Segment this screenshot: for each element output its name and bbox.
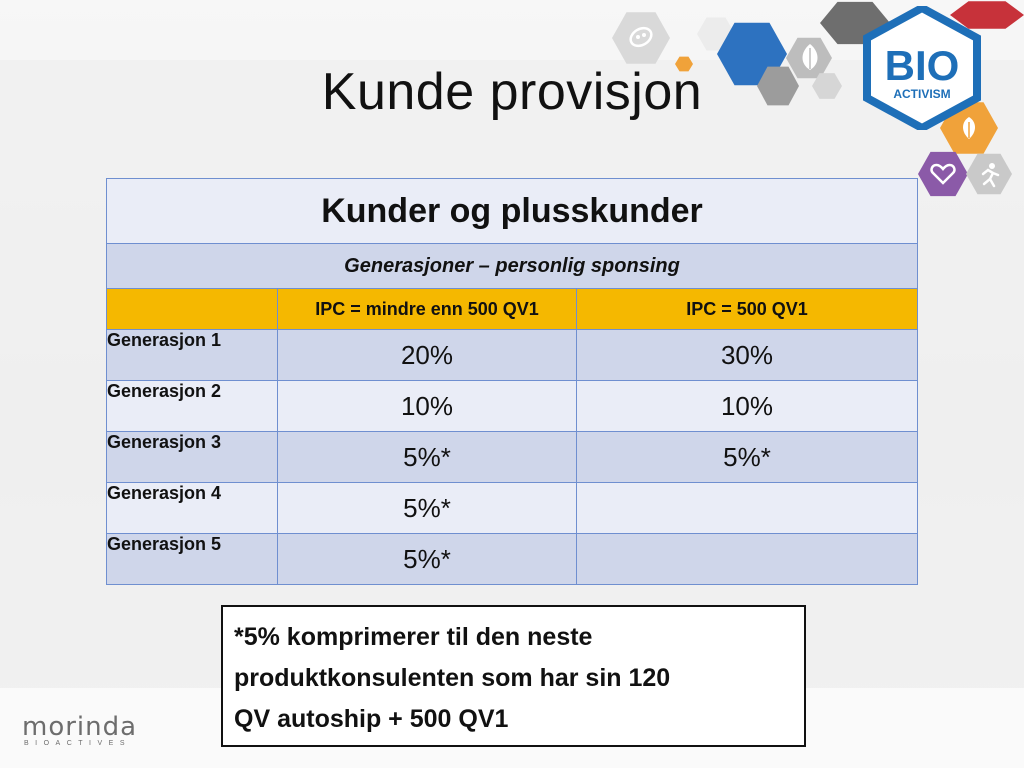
generation-label: Generasjon 1 bbox=[107, 330, 278, 381]
table-row bbox=[107, 432, 918, 483]
cell-icon bbox=[626, 22, 656, 52]
bio-logo-text: BIO bbox=[884, 42, 960, 89]
table-row bbox=[107, 330, 918, 381]
rate-cell: 30% bbox=[577, 330, 918, 381]
footnote-box bbox=[221, 605, 806, 747]
rate-cell: 5%* bbox=[278, 483, 577, 534]
column-header-row bbox=[107, 289, 918, 330]
footnote-line: QV autoship + 500 QV1 bbox=[234, 705, 509, 733]
morinda-logo-sub: BIOACTIVES bbox=[24, 740, 132, 747]
rate-cell bbox=[577, 534, 918, 585]
page-title: Kunde provisjon bbox=[321, 63, 703, 121]
runner-icon bbox=[977, 162, 1001, 188]
table-heading: Kunder og plusskunder bbox=[107, 179, 918, 244]
table-row bbox=[107, 381, 918, 432]
rate-cell bbox=[577, 483, 918, 534]
rate-cell: 10% bbox=[577, 381, 918, 432]
morinda-logo-name: morinda bbox=[22, 712, 138, 742]
table-subheading: Generasjoner – personlig sponsing bbox=[107, 244, 918, 289]
footnote-line: produktkonsulenten som har sin 120 bbox=[234, 664, 671, 692]
morinda-logo bbox=[22, 712, 146, 747]
commission-table bbox=[106, 178, 918, 585]
rate-cell: 10% bbox=[278, 381, 577, 432]
column-header-ipc-500: IPC = 500 QV1 bbox=[577, 289, 918, 330]
column-header-ipc-less: IPC = mindre enn 500 QV1 bbox=[278, 289, 577, 330]
generation-label: Generasjon 5 bbox=[107, 534, 278, 585]
rate-cell: 5%* bbox=[278, 534, 577, 585]
rate-cell: 20% bbox=[278, 330, 577, 381]
rate-cell: 5%* bbox=[278, 432, 577, 483]
generation-label: Generasjon 3 bbox=[107, 432, 278, 483]
rate-cell: 5%* bbox=[577, 432, 918, 483]
table-row bbox=[107, 483, 918, 534]
footnote-line: *5% komprimerer til den neste bbox=[234, 623, 593, 651]
heart-icon bbox=[930, 162, 956, 186]
generation-label: Generasjon 2 bbox=[107, 381, 278, 432]
column-header-empty bbox=[107, 289, 278, 330]
table-row bbox=[107, 534, 918, 585]
generation-label: Generasjon 4 bbox=[107, 483, 278, 534]
activism-logo-text: ACTIVISM bbox=[893, 87, 951, 101]
